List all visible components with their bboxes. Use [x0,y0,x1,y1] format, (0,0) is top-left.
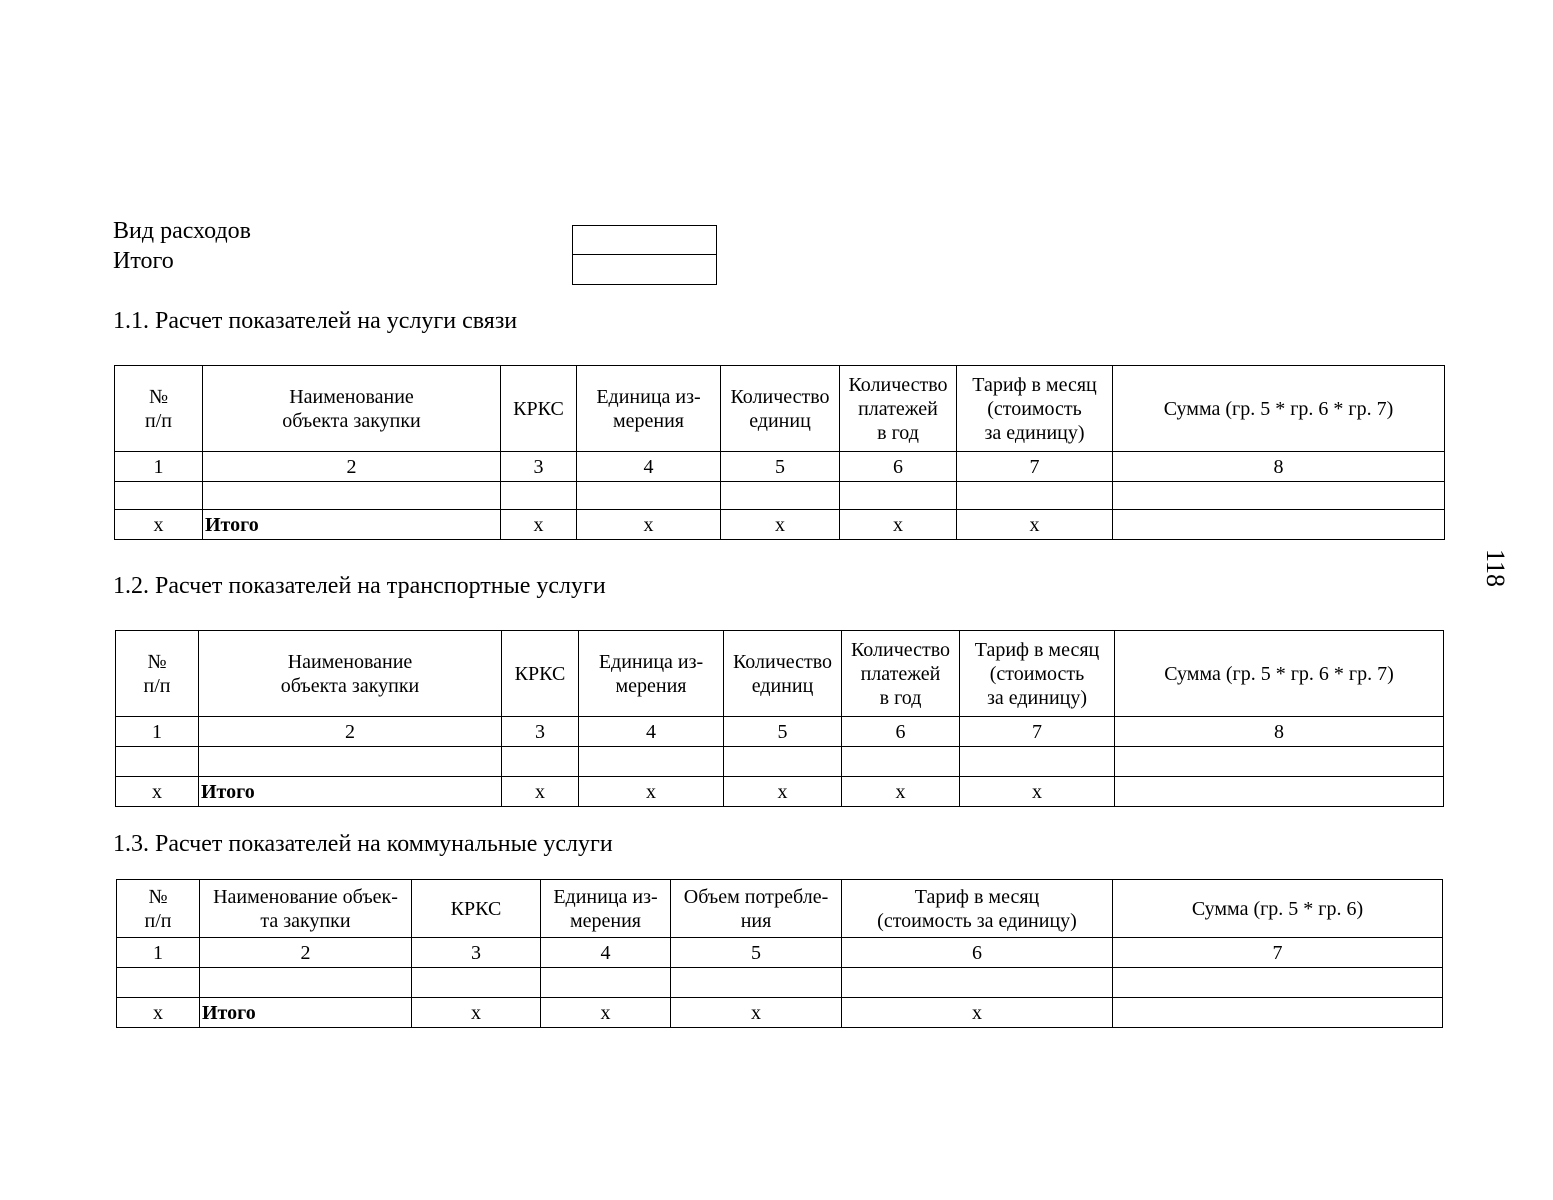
header-cell: Сумма (гр. 5 * гр. 6) [1113,880,1443,938]
header-cell: Количество платежей в год [842,631,960,717]
data-cell[interactable] [842,747,960,777]
data-cell[interactable] [724,747,842,777]
header-cell: Тариф в месяц (стоимость за единицу) [960,631,1115,717]
total-cell: x [502,777,579,807]
table-utilities [116,879,1443,1028]
total-cell: x [412,998,541,1028]
column-number: 5 [671,938,842,968]
data-cell[interactable] [579,747,724,777]
column-number: 8 [1113,452,1445,482]
column-number: 3 [502,717,579,747]
total-cell: x [840,510,957,540]
total-cell: x [501,510,577,540]
data-cell[interactable] [115,482,203,510]
total-cell: x [671,998,842,1028]
data-cell[interactable] [1113,482,1445,510]
header-cell: № п/п [117,880,200,938]
total-cell: x [724,777,842,807]
header-cell: КРКС [502,631,579,717]
table-header-row [117,880,1443,938]
header-cell: Наименование объекта закупки [199,631,502,717]
total-label-cell: Итого [203,510,501,540]
header-cell: Количество платежей в год [840,366,957,452]
table-header-row [115,366,1445,452]
column-number: 6 [840,452,957,482]
column-number-row [115,452,1445,482]
data-cell[interactable] [502,747,579,777]
data-cell[interactable] [721,482,840,510]
section-title-transport: 1.2. Расчет показателей на транспортные услуги [113,573,606,599]
total-cell: x [957,510,1113,540]
column-number: 7 [957,452,1113,482]
data-cell[interactable] [1113,968,1443,998]
data-cell[interactable] [1115,747,1444,777]
section-title-communication: 1.1. Расчет показателей на услуги связи [113,308,518,334]
total-cell: x [842,998,1113,1028]
column-number: 1 [117,938,200,968]
total-cell: x [541,998,671,1028]
data-cell[interactable] [203,482,501,510]
data-cell[interactable] [116,747,199,777]
header-cell: Наименование объек- та закупки [200,880,412,938]
expense-type-label: Вид расходов [113,218,251,244]
data-cell[interactable] [842,968,1113,998]
column-number: 2 [200,938,412,968]
total-label: Итого [113,248,174,274]
column-number: 2 [203,452,501,482]
total-cell: x [116,777,199,807]
table-transport [115,630,1444,807]
total-cell: x [960,777,1115,807]
header-cell: Объем потребле- ния [671,880,842,938]
data-cell[interactable] [840,482,957,510]
column-number: 7 [960,717,1115,747]
column-number: 3 [412,938,541,968]
column-number: 5 [721,452,840,482]
column-number: 1 [116,717,199,747]
total-sum-cell[interactable] [1113,510,1445,540]
total-cell: x [579,777,724,807]
header-cell: Единица из- мерения [579,631,724,717]
data-cell[interactable] [960,747,1115,777]
total-cell: x [117,998,200,1028]
column-number: 1 [115,452,203,482]
total-box[interactable] [572,255,717,285]
total-sum-cell[interactable] [1115,777,1444,807]
header-cell: Сумма (гр. 5 * гр. 6 * гр. 7) [1115,631,1444,717]
column-number: 6 [842,717,960,747]
total-row [117,998,1443,1028]
data-cell[interactable] [577,482,721,510]
data-cell[interactable] [199,747,502,777]
total-cell: x [577,510,721,540]
header-cell: Сумма (гр. 5 * гр. 6 * гр. 7) [1113,366,1445,452]
column-number-row [116,717,1444,747]
empty-data-row [116,747,1444,777]
data-cell[interactable] [200,968,412,998]
header-cell: Единица из- мерения [577,366,721,452]
total-label-cell: Итого [199,777,502,807]
column-number-row [117,938,1443,968]
page-number: 118 [1481,548,1510,588]
header-cell: КРКС [501,366,577,452]
section-title-utilities: 1.3. Расчет показателей на коммунальные услуги [113,831,613,857]
total-cell: x [115,510,203,540]
total-sum-cell[interactable] [1113,998,1443,1028]
data-cell[interactable] [117,968,200,998]
column-number: 4 [577,452,721,482]
data-cell[interactable] [541,968,671,998]
header-cell: Наименование объекта закупки [203,366,501,452]
total-cell: x [842,777,960,807]
table-header-row [116,631,1444,717]
data-cell[interactable] [671,968,842,998]
data-cell[interactable] [501,482,577,510]
header-cell: № п/п [115,366,203,452]
header-cell: Тариф в месяц (стоимость за единицу) [842,880,1113,938]
expense-type-box[interactable] [572,225,717,255]
column-number: 8 [1115,717,1444,747]
header-cell: Количество единиц [721,366,840,452]
header-boxes [572,225,717,285]
total-row [116,777,1444,807]
column-number: 6 [842,938,1113,968]
column-number: 2 [199,717,502,747]
empty-data-row [117,968,1443,998]
column-number: 3 [501,452,577,482]
column-number: 4 [541,938,671,968]
header-cell: Количество единиц [724,631,842,717]
column-number: 5 [724,717,842,747]
total-row [115,510,1445,540]
column-number: 4 [579,717,724,747]
data-cell[interactable] [412,968,541,998]
column-number: 7 [1113,938,1443,968]
header-cell: КРКС [412,880,541,938]
total-cell: x [721,510,840,540]
data-cell[interactable] [957,482,1113,510]
header-cell: № п/п [116,631,199,717]
empty-data-row [115,482,1445,510]
table-communication [114,365,1445,540]
header-cell: Тариф в месяц (стоимость за единицу) [957,366,1113,452]
header-cell: Единица из- мерения [541,880,671,938]
total-label-cell: Итого [200,998,412,1028]
